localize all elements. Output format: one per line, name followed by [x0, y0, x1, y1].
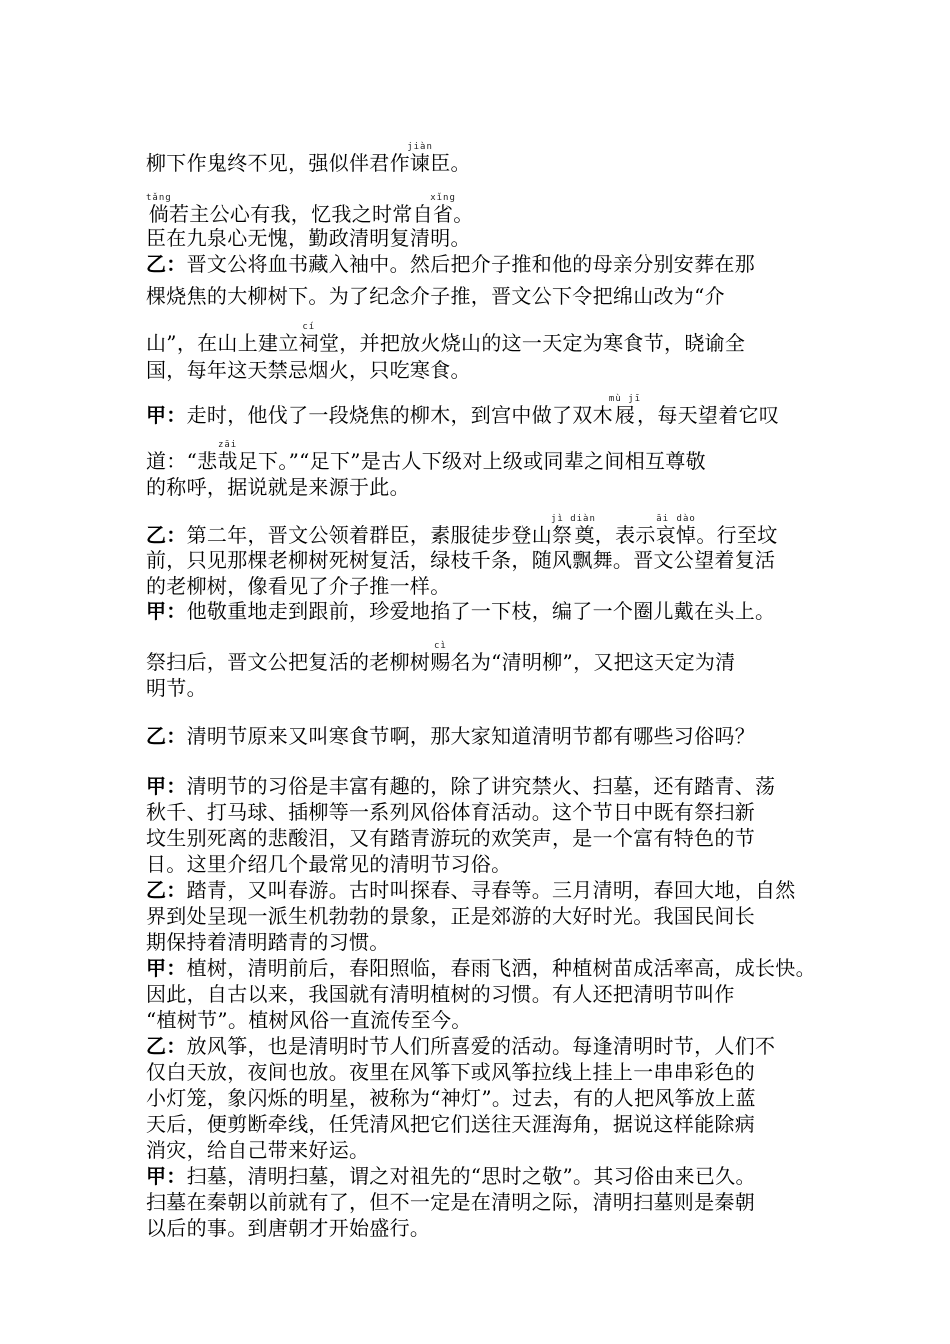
paragraph-10-line-2: [146, 1188, 755, 1216]
ruby-base: 哀悼: [655, 523, 697, 547]
ruby-annotation: [298, 322, 319, 355]
text-run: 放风筝，也是清明时节人们所喜爱的活动。每逢清明时节，人们不: [186, 1034, 776, 1058]
paragraph-4-line-1: [146, 597, 775, 625]
pinyin: jì diàn: [550, 514, 596, 524]
pinyin: cí: [298, 322, 319, 332]
ruby-base: 倘: [146, 202, 172, 226]
pinyin: xǐng: [430, 193, 456, 203]
text-run: 臣。: [430, 151, 471, 175]
poem-line-3: [146, 224, 471, 252]
ruby-base: 屐: [608, 403, 642, 427]
text-run: 因此，自古以来，我国就有清明植树的习惯。有人还把清明节叫作: [146, 982, 735, 1006]
ruby-base: 祭奠: [550, 523, 596, 547]
text-run: 足下。”“足下”是古人下级对上级或同辈之间相互尊敬: [237, 449, 706, 473]
speaker-label: 甲：: [146, 1164, 187, 1188]
ruby-annotation: [217, 440, 238, 473]
paragraph-6-line-2: [146, 798, 755, 826]
paragraph-9-line-1: [146, 1032, 775, 1060]
paragraph-1-line-3: [146, 322, 745, 357]
pinyin: jiàn: [407, 142, 433, 152]
ruby-annotation: [655, 514, 697, 547]
text-run: 扫墓，清明扫墓，谓之对祖先的“思时之敬”。其习俗由来已久。: [186, 1164, 756, 1188]
text-run: 晋文公将血书藏入袖中。然后把介子推和他的母亲分别安葬在那: [186, 252, 756, 276]
paragraph-9-line-2: [146, 1058, 755, 1086]
ruby-base: 谏: [407, 151, 433, 175]
text-run: 的称呼，据说就是来源于此。: [146, 475, 410, 499]
paragraph-1-line-4: [146, 356, 471, 384]
text-run: 日。这里介绍几个最常见的清明节习俗。: [146, 852, 512, 876]
speaker-label: 乙：: [146, 1034, 187, 1058]
text-run: 明节。: [146, 676, 207, 700]
text-run: 消灾，给自己带来好运。: [146, 1138, 370, 1162]
paragraph-1-line-2: [146, 282, 725, 310]
text-run: 国，每年这天禁忌烟火，只吃寒食。: [146, 358, 471, 382]
paragraph-2-line-1: [146, 394, 779, 429]
speaker-label: 甲：: [146, 956, 187, 980]
paragraph-8-line-2: [146, 980, 735, 1008]
paragraph-9-line-5: [146, 1136, 369, 1164]
text-run: 道：“悲: [146, 449, 218, 473]
ruby-annotation: [146, 193, 172, 226]
text-run: 踏青，又叫春游。古时叫探春、寻春等。三月清明，春回大地，自然: [186, 878, 796, 902]
paragraph-4-line-3: [146, 674, 207, 702]
poem-line-2: [146, 193, 474, 228]
text-run: 天后，便剪断牵线，任凭清风把它们送往天涯海角，据说这样能除病: [146, 1112, 755, 1136]
text-run: 前，只见那棵老柳树死树复活，绿枝千条，随风飘舞。晋文公望着复活: [146, 548, 776, 572]
poem-line-1: [146, 142, 471, 177]
text-run: “植树节”。植树风俗一直流传至今。: [146, 1008, 472, 1032]
paragraph-6-line-3: [146, 824, 755, 852]
text-run: 臣在九泉心无愧，勤政清明复清明。: [146, 226, 471, 250]
speaker-label: 乙：: [146, 523, 187, 547]
ruby-annotation: [550, 514, 596, 547]
text-run: 山”，在山上建立: [146, 331, 299, 355]
text-run: 界到处呈现一派生机勃勃的景象，正是郊游的大好时光。我国民间长: [146, 904, 755, 928]
text-run: 仅白天放，夜间也放。夜里在风筝下或风筝拉线上挂上一串串彩色的: [146, 1060, 755, 1084]
ruby-annotation: [407, 142, 433, 175]
text-run: 堂，并把放火烧山的这一天定为寒食节，晓谕全: [318, 331, 746, 355]
text-run: 清明节的习俗是丰富有趣的，除了讲究禁火、扫墓，还有踏青、荡: [186, 774, 776, 798]
paragraph-1-line-1: [146, 250, 755, 278]
ruby-annotation: [608, 394, 642, 427]
speaker-label: 甲：: [146, 403, 187, 427]
text-run: 祭扫后，晋文公把复活的老柳树: [146, 650, 431, 674]
paragraph-9-line-3: [146, 1084, 756, 1112]
paragraph-8-line-3: [146, 1006, 472, 1034]
text-run: 。行至坟: [696, 523, 778, 547]
paragraph-8-line-1: [146, 954, 816, 982]
pinyin: tǎng: [146, 193, 172, 203]
text-run: 他敬重地走到跟前，珍爱地掐了一下枝，编了一个圈儿戴在头上。: [186, 599, 776, 623]
text-run: 的老柳树，像看见了介子推一样。: [146, 574, 451, 598]
speaker-label: 甲：: [146, 599, 187, 623]
text-run: 名为“清明柳”，又把这天定为清: [450, 650, 736, 674]
text-run: ，表示: [594, 523, 656, 547]
paragraph-3-line-2: [146, 546, 775, 574]
ruby-base: 祠: [298, 331, 319, 355]
ruby-base: 省: [430, 202, 456, 226]
paragraph-10-line-3: [146, 1214, 430, 1242]
ruby-base: 哉: [217, 449, 238, 473]
paragraph-3-line-3: [146, 572, 451, 600]
text-run: 坟生别死离的悲酸泪，又有踏青游玩的欢笑声，是一个富有特色的节: [146, 826, 755, 850]
paragraph-7-line-1: [146, 876, 796, 904]
ruby-annotation: [430, 641, 451, 674]
pinyin: cì: [430, 641, 451, 651]
speaker-label: 乙：: [146, 252, 187, 276]
ruby-annotation: [430, 193, 456, 226]
text-run: 柳下作鬼终不见，强似伴君作: [146, 151, 410, 175]
ruby-base: 赐: [430, 650, 451, 674]
text-run: 植树，清明前后，春阳照临，春雨飞洒，种植树苗成活率高，成长快。: [186, 956, 816, 980]
text-run: 若主公心有我，忆我之时常自: [169, 202, 433, 226]
text-run: 秋千、打马球、插柳等一系列风俗体育活动。这个节日中既有祭扫新: [146, 800, 755, 824]
speaker-label: 甲：: [146, 774, 187, 798]
text-run: 小灯笼，象闪烁的明星，被称为“神灯”。过去，有的人把风筝放上蓝: [146, 1086, 756, 1110]
pinyin: āi dào: [655, 514, 697, 524]
text-run: 。: [453, 202, 474, 226]
paragraph-3-line-1: [146, 514, 778, 549]
text-run: ，每天望着它叹: [637, 403, 780, 427]
text-run: 第二年，晋文公领着群臣，素服徒步登山: [186, 523, 553, 547]
text-run: 棵烧焦的大柳树下。为了纪念介子推，晋文公下令把绵山改为“介: [146, 284, 725, 308]
paragraph-6-line-4: [146, 850, 511, 878]
paragraph-2-line-2: [146, 440, 706, 475]
text-run: 期保持着清明踏青的习惯。: [146, 930, 390, 954]
speaker-label: 乙：: [146, 724, 187, 748]
paragraph-4-line-2: [146, 641, 735, 676]
paragraph-5-line-1: [146, 722, 755, 750]
text-run: 清明节原来又叫寒食节啊，那大家知道清明节都有哪些习俗吗？: [186, 724, 756, 748]
paragraph-7-line-2: [146, 902, 755, 930]
pinyin: mù jī: [608, 394, 642, 404]
paragraph-2-line-3: [146, 473, 410, 501]
text-run: 扫墓在秦朝以前就有了，但不一定是在清明之际，清明扫墓则是秦朝: [146, 1190, 755, 1214]
speaker-label: 乙：: [146, 878, 187, 902]
paragraph-9-line-4: [146, 1110, 755, 1138]
paragraph-10-line-1: [146, 1162, 756, 1190]
text-run: 走时，他伐了一段烧焦的柳木，到宫中做了双木: [186, 403, 613, 427]
text-run: 以后的事。到唐朝才开始盛行。: [146, 1216, 431, 1240]
paragraph-7-line-3: [146, 928, 390, 956]
pinyin: zāi: [217, 440, 238, 450]
paragraph-6-line-1: [146, 772, 775, 800]
